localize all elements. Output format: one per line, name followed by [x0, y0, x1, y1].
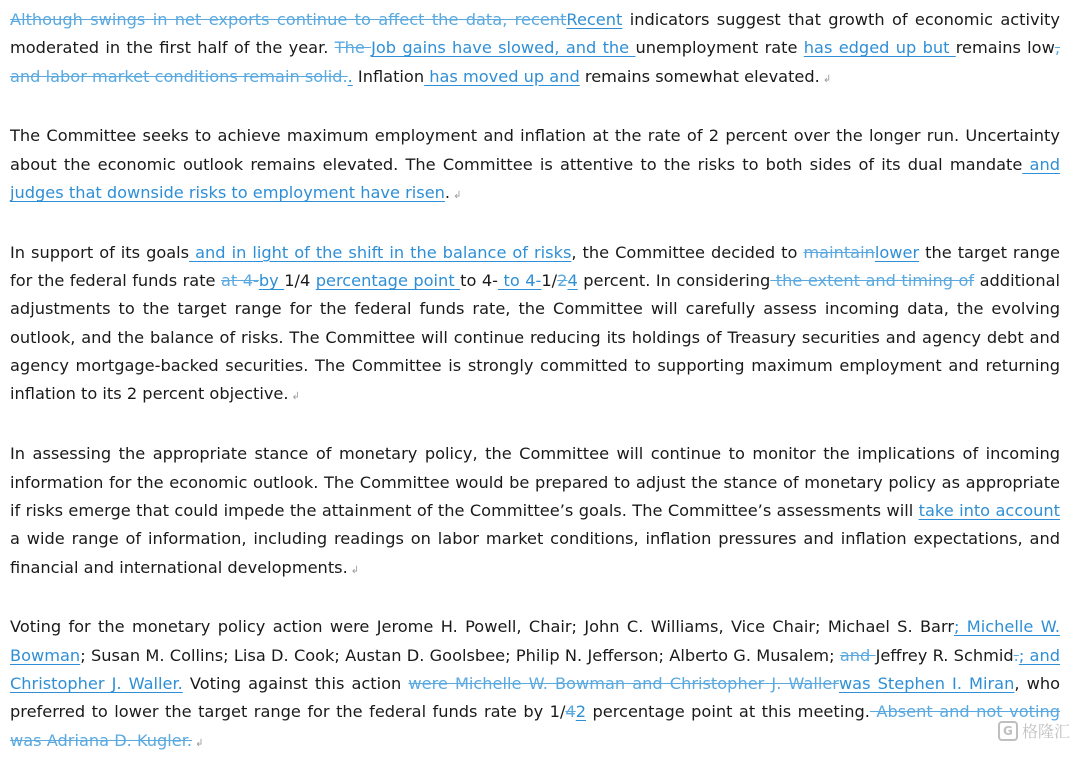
text-run: remains somewhat elevated.: [579, 66, 820, 86]
inserted-text: was Stephen I. Miran: [838, 673, 1015, 693]
inserted-text: and in light of the shift in the balance of risks: [189, 242, 572, 262]
watermark-text: 格隆汇: [1021, 722, 1070, 741]
paragraph-policy-stance: [10, 440, 1060, 585]
deleted-text: Although swings in net exports continue to affect the data, recent: [10, 10, 567, 29]
text-run: Jeffrey R. Schmid: [875, 645, 1014, 665]
deleted-text: were Michelle W. Bowman and Christopher J. Waller: [408, 673, 839, 693]
inserted-text: 4: [567, 271, 578, 291]
paragraph-mark: ↲: [350, 564, 360, 576]
text-run: ; Susan M. Collins; Lisa D. Cook; Austan D. Goolsbee; Philip N. Jefferson; Alberto G. Musalem;: [80, 645, 840, 665]
inserted-text: has moved up and: [424, 66, 580, 86]
text-run: 1/4: [284, 271, 316, 291]
deleted-text: , and labor market conditions remain solid.: [10, 38, 1060, 86]
deleted-text: the extent and timing of: [770, 271, 975, 291]
text-run: percent. In considering: [577, 271, 771, 291]
deleted-text: The: [334, 38, 372, 58]
paragraph-committee-goals: [10, 122, 1060, 210]
text-run: Voting against this action: [182, 673, 409, 693]
text-run: additional adjustments to the target range for the federal funds rate, the Committee will carefully assess incoming data, the evolving outlook, and the balance of risks. The Committee will continue reducing its holdings of Treasury securities and agency debt and agency mortgage‑backed securities. The Committee is strongly committed to supporting maximum employment and returning inflation to its 2 percent objective.: [10, 271, 1060, 404]
text-run: the target range for the federal funds rate: [10, 242, 1060, 291]
deleted-text: maintain: [803, 242, 875, 262]
inserted-text: has edged up but: [803, 38, 956, 58]
watermark-logo-icon: G: [998, 721, 1018, 741]
text-run: Voting for the monetary policy action were Jerome H. Powell, Chair; John C. Williams, Vice Chair; Michael S. Barr: [10, 617, 954, 637]
paragraph-mark: ↲: [822, 73, 832, 85]
text-run: The Committee seeks to achieve maximum employment and inflation at the rate of 2 percent over the longer run. Uncertainty about the economic outlook remains elevated. The Committee is attentive to the risks to both sides of its dual mandate: [10, 126, 1060, 174]
paragraph-policy-decision: [10, 239, 1060, 412]
inserted-text: ; and Christopher J. Waller.: [10, 645, 1061, 693]
document-body: [10, 6, 1060, 758]
paragraph-voting-record: [10, 613, 1060, 758]
text-run: to 4-: [460, 271, 499, 291]
inserted-text: ; Michelle W. Bowman: [10, 617, 1060, 665]
text-run: unemployment rate: [635, 38, 804, 58]
inserted-text: Job gains have slowed, and the: [371, 38, 636, 58]
deleted-text: and: [839, 645, 876, 665]
inserted-text: lower: [874, 242, 920, 262]
text-run: a wide range of information, including readings on labor market conditions, inflation pressures and inflation expectations, and financial and international developments.: [10, 529, 1060, 577]
paragraph-mark: ↲: [453, 190, 462, 202]
inserted-text: Recent: [566, 10, 623, 29]
text-run: 1/: [541, 271, 558, 291]
text-run: remains low: [955, 38, 1055, 58]
inserted-text: and judges that downside risks to employment have risen: [10, 154, 1060, 203]
text-run: , the Committee decided to: [571, 242, 804, 262]
text-run: In support of its goals: [10, 242, 190, 262]
deleted-text: .: [1013, 645, 1019, 665]
inserted-text: 2: [575, 702, 587, 722]
text-run: , who preferred to lower the target range for the federal funds rate by 1/: [10, 673, 1060, 722]
text-run: indicators suggest that growth of economic activity moderated in the first half of the year.: [10, 10, 1060, 58]
inserted-text: percentage point: [315, 271, 461, 291]
deleted-text: Absent and not voting was Adriana D. Kugler.: [10, 702, 1060, 750]
deleted-text: 4: [565, 702, 576, 722]
text-run: Inflation: [352, 66, 425, 86]
inserted-text: .: [347, 66, 353, 86]
text-run: .: [444, 183, 451, 203]
paragraph-mark: ↲: [291, 391, 300, 403]
inserted-text: to 4-: [498, 271, 542, 291]
text-run: percentage point at this meeting.: [586, 702, 870, 722]
paragraph-economic-conditions: [10, 6, 1060, 94]
inserted-text: take into account: [918, 500, 1060, 520]
watermark: [998, 719, 1070, 742]
inserted-text: by: [258, 271, 285, 291]
deleted-text: at 4-: [220, 271, 259, 291]
text-run: In assessing the appropriate stance of monetary policy, the Committee will continue to monitor the implications of incoming information for the economic outlook. The Committee would be prepared to adjust the stance of monetary policy as appropriate if risks emerge that could impede the attainment of the Committee’s goals. The Committee’s assessments will: [10, 444, 1060, 520]
paragraph-mark: ↲: [195, 737, 204, 749]
deleted-text: 2: [557, 271, 568, 291]
